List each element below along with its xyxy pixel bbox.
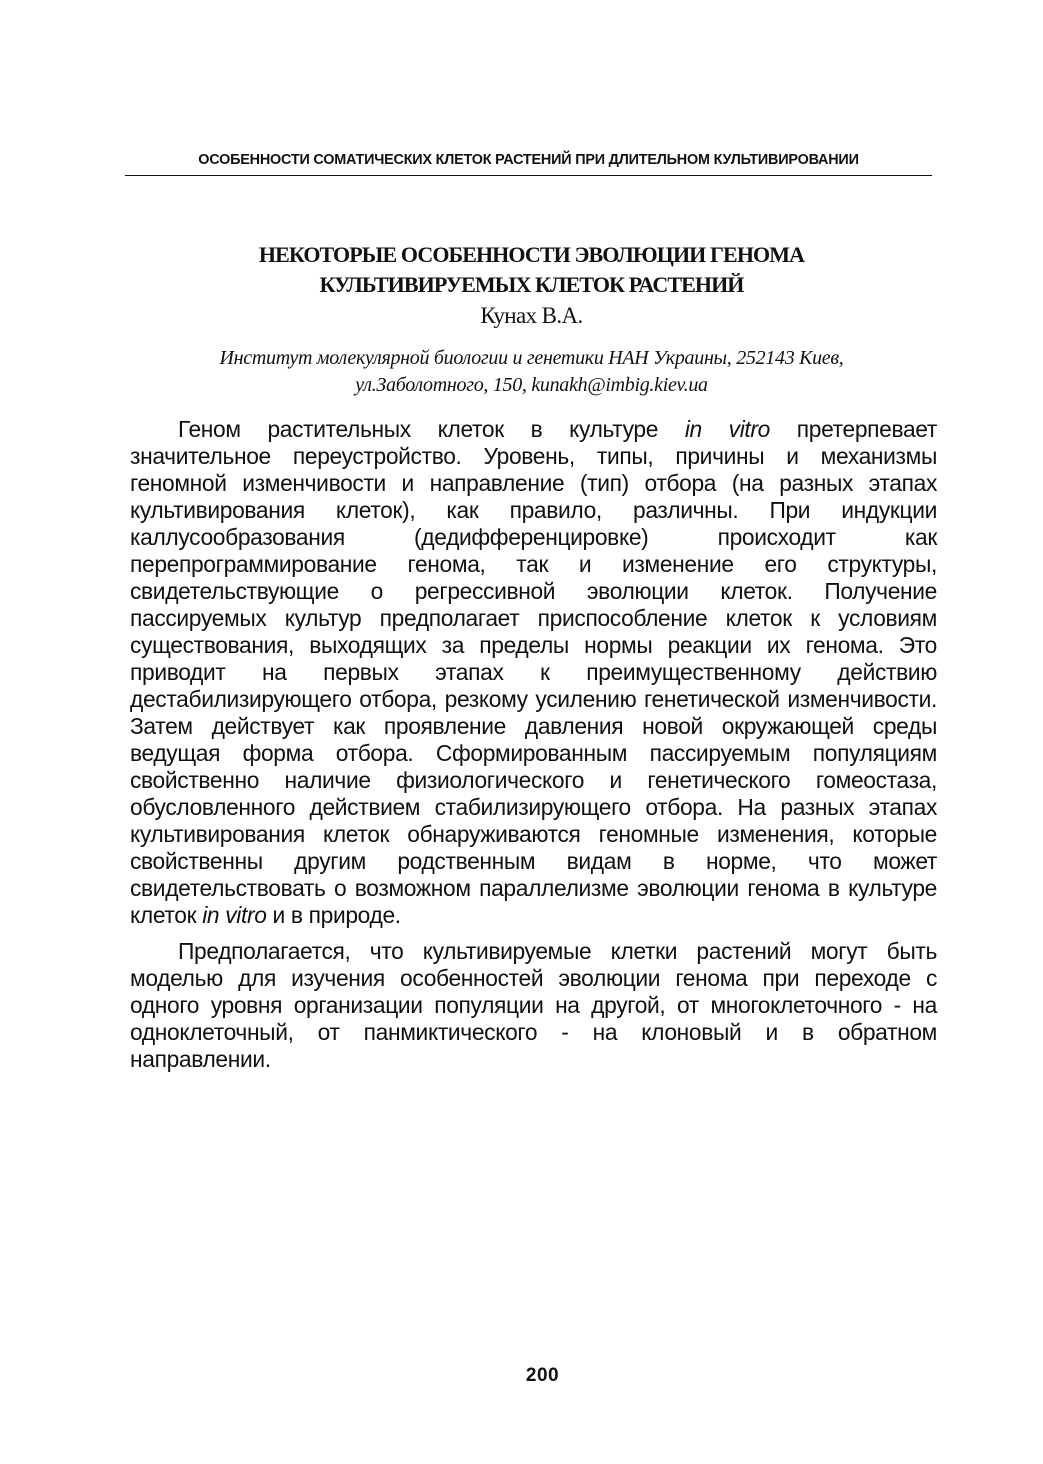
paragraph-1-text-c: и в природе.	[266, 902, 401, 928]
paragraph-1-italic-b: in vitro	[202, 902, 267, 928]
title-line-2: КУЛЬТИВИРУЕМЫХ КЛЕТОК РАСТЕНИЙ	[319, 272, 744, 297]
title-line-1: НЕКОТОРЫЕ ОСОБЕННОСТИ ЭВОЛЮЦИИ ГЕНОМА	[258, 242, 805, 267]
header-rule	[125, 175, 932, 176]
author: Кунах В.А.	[480, 303, 583, 328]
paper-title	[120, 240, 943, 300]
affiliation-line-1: Институт молекулярной биологии и генетики НАН Украины, 252143 Киев,	[219, 347, 844, 369]
paragraph-1-italic-a: in vitro	[684, 416, 770, 442]
running-header: ОСОБЕННОСТИ СОМАТИЧЕСКИХ КЛЕТОК РАСТЕНИЙ ПРИ ДЛИТЕЛЬНОМ КУЛЬТИВИРОВАНИИ	[198, 152, 859, 168]
paragraph-1-text-a: Геном растительных клеток в культуре	[178, 416, 685, 442]
abstract-body	[130, 416, 937, 1082]
page-number: 200	[525, 1365, 560, 1386]
abstract-paragraph-1	[130, 416, 937, 929]
affiliation-line-2: ул.Заболотного, 150, kunakh@imbig.kiev.ua	[355, 374, 708, 396]
affiliation	[120, 345, 943, 399]
paragraph-1-text-b: претерпевает значительное переустройство. Уровень, типы, причины и механизмы геномной изменчивости и направление (тип) отбора (на разных этапах культивирования клеток), как правило, различны. При индукции каллусообразования (дедифференцировке) происходит как перепрограммирование генома, так и изменение его структуры, свидетельствующие о регрессивной эволюции клеток. Получение пассируемых культур предполагает приспособление клеток к условиям существования, выходящих за пределы нормы реакции их генома. Это приводит на первых этапах к преимущественному действию дестабилизирующего отбора, резкому усилению генетической изменчивости. Затем действует как проявление давления новой окружающей среды ведущая форма отбора. Сформированным пассируемым популяциям свойственно наличие физиологического и генетического гомеостаза, обусловленного действием стабилизирующего отбора. На разных этапах культивирования клеток обнаруживаются геномные изменения, которые свойственны другим родственным видам в норме, что может свидетельствовать о возможном параллелизме эволюции генома в культуре клеток	[130, 416, 937, 928]
abstract-paragraph-2: Предполагается, что культивируемые клетки растений могут быть моделью для изучения особенностей эволюции генома при переходе с одного уровня организации популяции на другой, от многоклеточного - на одноклеточный, от панмиктического - на клоновый и в обратном направлении.	[130, 938, 937, 1072]
